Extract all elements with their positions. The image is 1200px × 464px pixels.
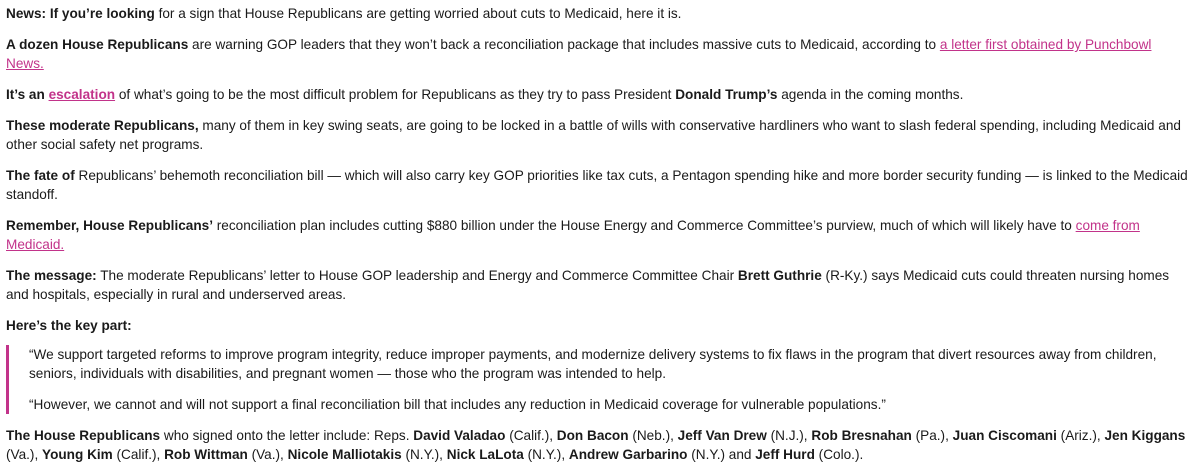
signer-state: (Neb.),	[628, 428, 678, 443]
signer-name: Jeff Hurd	[755, 447, 815, 462]
signer-state: (N.J.),	[766, 428, 812, 443]
signer-state: (Va.),	[6, 447, 43, 462]
signer-name: Rob Wittman	[164, 447, 248, 462]
signer-name: Young Kim	[42, 447, 113, 462]
signer-state: (Pa.),	[911, 428, 953, 443]
quote-paragraph: “We support targeted reforms to improve program integrity, reduce improper payments, and modernize delivery systems to fix flaws in the program that divert resources away from children, seniors, individuals with disabilities, and pregnant women — those who the program was intended to help.	[29, 347, 1157, 381]
quote-paragraph: “However, we cannot and will not support a final reconciliation bill that includes any reduction in Medicaid coverage for vulnerable populations.”	[29, 397, 886, 412]
signer-name: Juan Ciscomani	[952, 428, 1057, 443]
paragraph-escalation	[6, 85, 1190, 104]
paragraph-lead: It’s an	[6, 87, 49, 102]
paragraph-remember	[6, 216, 1190, 254]
paragraph-text: for a sign that House Republicans are getting worried about cuts to Medicaid, here it is.	[154, 6, 682, 21]
paragraph-text: The moderate Republicans’ letter to House GOP leadership and Energy and Commerce Committee Chair	[96, 268, 738, 283]
paragraph-text: many of them in key swing seats, are going to be locked in a battle of wills with conservative hardliners who want to slash federal spending, including Medicaid and other social safety net programs.	[6, 118, 1181, 152]
paragraph-lead: The House Republicans	[6, 428, 161, 443]
paragraph-news	[6, 4, 1190, 23]
signer-state: (Va.),	[247, 447, 288, 462]
signer-name: Nick LaLota	[446, 447, 524, 462]
escalation-link[interactable]: escalation	[48, 87, 116, 102]
paragraph-lead: The fate of	[6, 168, 75, 183]
paragraph-lead: A dozen House Republicans	[6, 37, 189, 52]
paragraph-moderates	[6, 116, 1190, 154]
signer-state: (Colo.).	[814, 447, 864, 462]
paragraph-lead: Remember, House Republicans’	[6, 218, 213, 233]
signer-name: Nicole Malliotakis	[287, 447, 402, 462]
signer-name: Andrew Garbarino	[568, 447, 688, 462]
signer-state: (N.Y.) and	[687, 447, 756, 462]
person-name: Donald Trump’s	[675, 87, 778, 102]
paragraph-dozen	[6, 35, 1190, 73]
paragraph-text: agenda in the coming months.	[777, 87, 964, 102]
paragraph-lead: Here’s the key part:	[6, 318, 132, 333]
paragraph-lead: News: If you’re looking	[6, 6, 155, 21]
signer-name: Jen Kiggans	[1104, 428, 1186, 443]
paragraph-text: who signed onto the letter include: Reps.	[160, 428, 414, 443]
paragraph-text: of what’s going to be the most difficult problem for Republicans as they try to pass President	[115, 87, 676, 102]
paragraph-text: Republicans’ behemoth reconciliation bill — which will also carry key GOP priorities like tax cuts, a Pentagon spending hike and more border security funding — is linked to the Medicaid standoff.	[6, 168, 1188, 202]
medicaid-link[interactable]: come from Medicaid.	[6, 218, 1140, 252]
paragraph-key-part	[6, 316, 1190, 335]
signer-name: Rob Bresnahan	[811, 428, 912, 443]
paragraph-lead: These moderate Republicans,	[6, 118, 199, 133]
letter-quote	[6, 345, 1190, 414]
paragraph-text: are warning GOP leaders that they won’t back a reconciliation package that includes massive cuts to Medicaid, according to	[188, 37, 940, 52]
paragraph-text: reconciliation plan includes cutting $880 billion under the House Energy and Commerce Committee’s purview, much of which will likely have to	[213, 218, 1076, 233]
paragraph-signers	[6, 426, 1190, 464]
signer-state: (Ariz.),	[1056, 428, 1105, 443]
person-name: Brett Guthrie	[737, 268, 822, 283]
signer-state: (Calif.),	[112, 447, 165, 462]
paragraph-message	[6, 266, 1190, 304]
signer-name: David Valadao	[413, 428, 506, 443]
paragraph-lead: The message:	[6, 268, 97, 283]
paragraph-fate	[6, 166, 1190, 204]
letter-link[interactable]: a letter first obtained by Punchbowl News.	[6, 37, 1152, 71]
signer-state: (N.Y.),	[523, 447, 569, 462]
signer-name: Jeff Van Drew	[677, 428, 767, 443]
paragraph-text: (R-Ky.) says Medicaid cuts could threaten nursing homes and hospitals, especially in rural and underserved areas.	[6, 268, 1170, 302]
signer-state: (Calif.),	[505, 428, 557, 443]
signer-state: (N.Y.),	[401, 447, 447, 462]
signer-name: Don Bacon	[556, 428, 629, 443]
